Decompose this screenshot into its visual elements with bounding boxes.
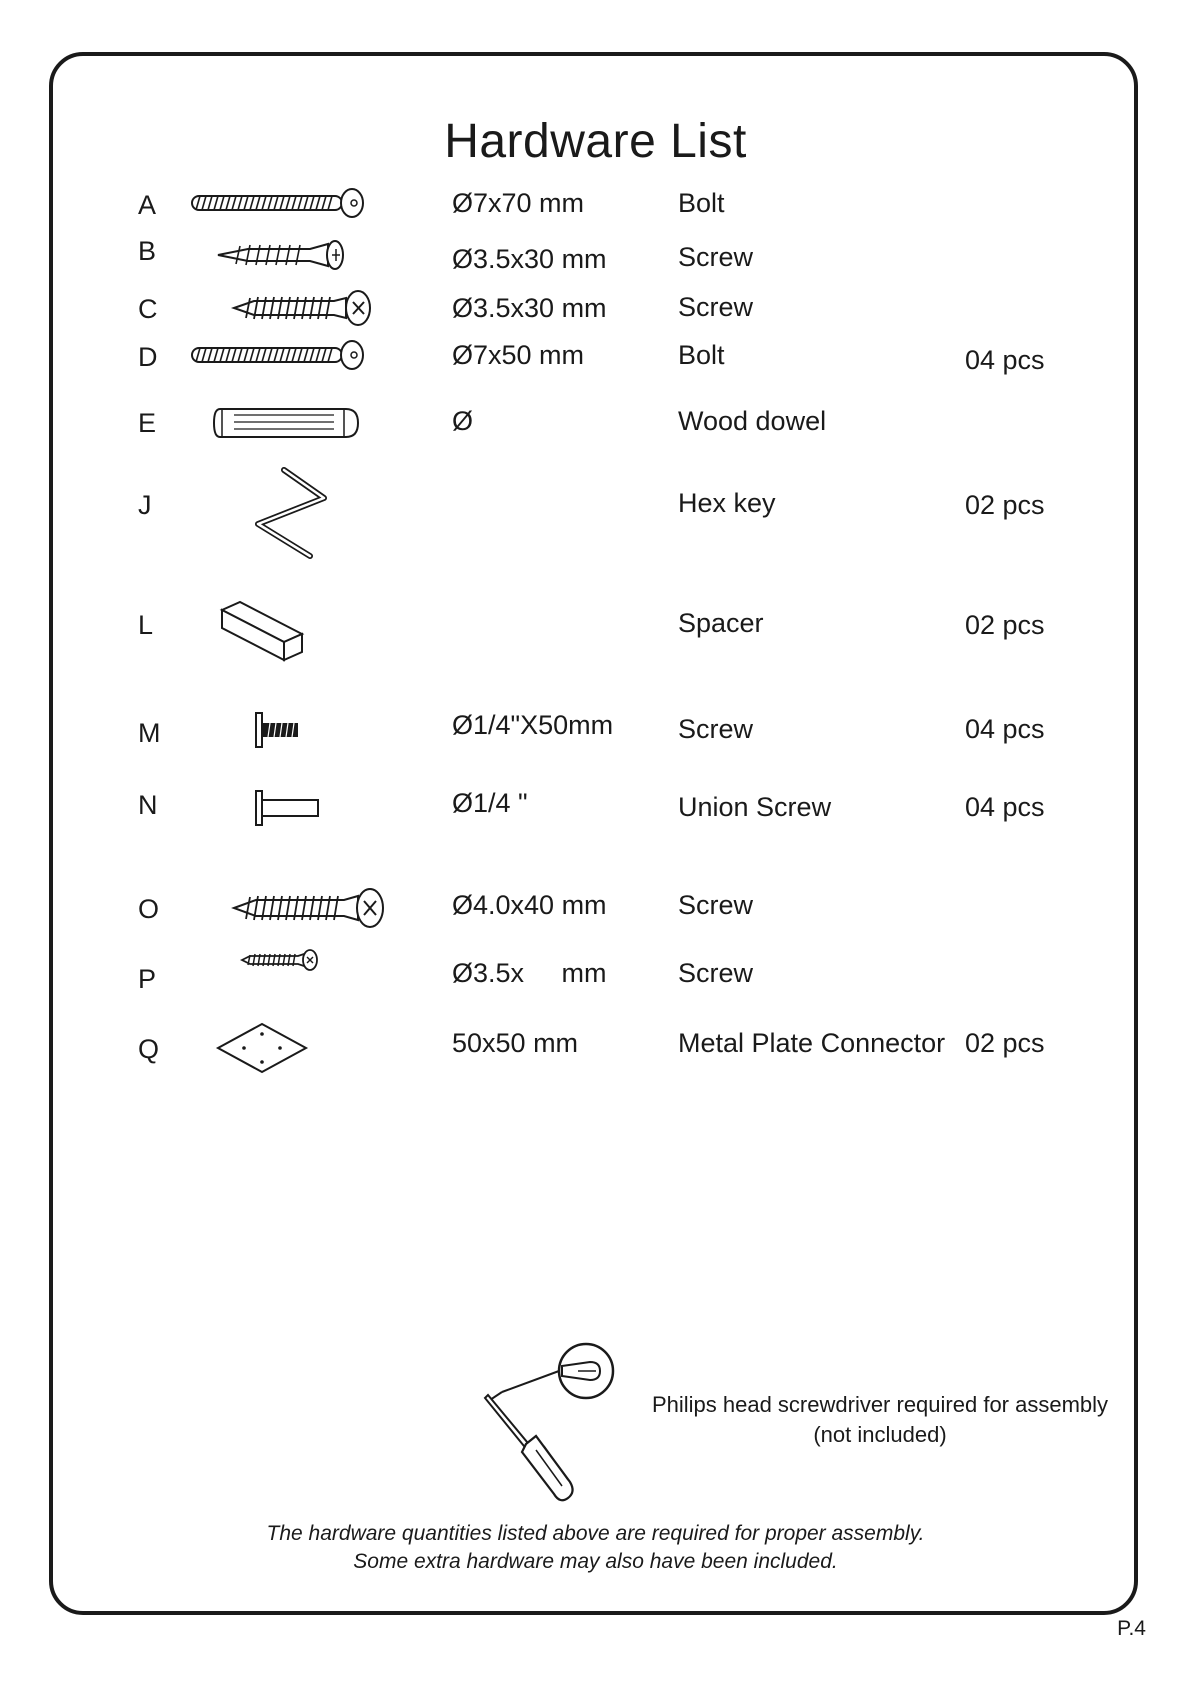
item-name: Hex key (678, 488, 776, 518)
screw-icon (234, 288, 384, 328)
item-name: Screw (678, 292, 754, 322)
item-size: Ø3.5x30 mm (452, 244, 607, 274)
wood-dowel-icon (214, 406, 364, 440)
bolt-icon (190, 188, 370, 218)
item-letter: M (138, 718, 161, 748)
tool-note-line2: (not included) (813, 1422, 947, 1447)
item-letter: B (138, 236, 157, 266)
item-qty: 02 pcs (965, 490, 1045, 520)
item-letter: A (138, 190, 157, 220)
item-size: Ø7x50 mm (452, 340, 585, 370)
item-letter: O (138, 894, 160, 924)
item-name: Screw (678, 890, 754, 920)
item-size: Ø1/4"X50mm (452, 710, 614, 740)
footer-line2: Some extra hardware may also have been included. (353, 1550, 838, 1573)
item-qty: 04 pcs (965, 792, 1045, 822)
hardware-row (0, 288, 1191, 348)
item-name: Screw (678, 958, 754, 988)
item-letter: L (138, 610, 154, 640)
item-qty: 02 pcs (965, 610, 1045, 640)
item-name: Bolt (678, 188, 725, 218)
item-name: Screw (678, 242, 754, 272)
spacer-icon (218, 598, 318, 662)
item-size: Ø1/4 " (452, 788, 528, 818)
union-screw-icon (254, 788, 324, 828)
item-letter: J (138, 490, 152, 520)
hardware-row (0, 490, 1191, 550)
item-size: Ø (452, 406, 474, 436)
tool-note (630, 1390, 1130, 1450)
item-letter: D (138, 342, 158, 372)
item-size: Ø7x70 mm (452, 188, 585, 218)
hardware-row (0, 236, 1191, 296)
item-name: Wood dowel (678, 406, 827, 436)
item-letter: C (138, 294, 158, 324)
hardware-row (0, 406, 1191, 466)
hex-key-icon (252, 468, 332, 560)
item-size: Ø4.0x40 mm (452, 890, 607, 920)
hardware-row (0, 958, 1191, 1024)
item-letter: Q (138, 1034, 160, 1064)
bolt-icon (190, 340, 370, 370)
footer-line1: The hardware quantities listed above are required for proper assembly. (266, 1522, 925, 1545)
item-name: Screw (678, 714, 754, 744)
page-title: Hardware List (444, 115, 747, 168)
item-size: Ø3.5x30 mm (452, 293, 607, 323)
item-letter: E (138, 408, 157, 438)
hardware-row (0, 790, 1191, 850)
item-name: Spacer (678, 608, 764, 638)
hardware-row (0, 340, 1191, 400)
screwdriver-icon (470, 1340, 630, 1510)
hardware-row (0, 610, 1191, 670)
item-size: Ø3.5x mm (452, 958, 607, 988)
small-screw-icon (242, 948, 322, 972)
screw-icon (234, 886, 394, 930)
item-qty: 04 pcs (965, 345, 1045, 375)
item-qty: 02 pcs (965, 1028, 1045, 1058)
short-screw-icon (254, 710, 314, 750)
footer-note (0, 1520, 1191, 1576)
hardware-row (0, 1028, 1191, 1094)
hardware-row (0, 890, 1191, 954)
hardware-row (0, 710, 1191, 776)
item-name: Bolt (678, 340, 725, 370)
item-size: 50x50 mm (452, 1028, 579, 1058)
wood-screw-icon (218, 238, 358, 272)
item-letter: N (138, 790, 158, 820)
item-name: Metal Plate Connector (678, 1028, 946, 1058)
item-name: Union Screw (678, 792, 832, 822)
item-letter: P (138, 964, 157, 994)
page-number: P.4 (1117, 1617, 1146, 1640)
item-qty: 04 pcs (965, 714, 1045, 744)
tool-note-line1: Philips head screwdriver required for assembly (651, 1392, 1109, 1417)
metal-plate-icon (214, 1020, 314, 1076)
